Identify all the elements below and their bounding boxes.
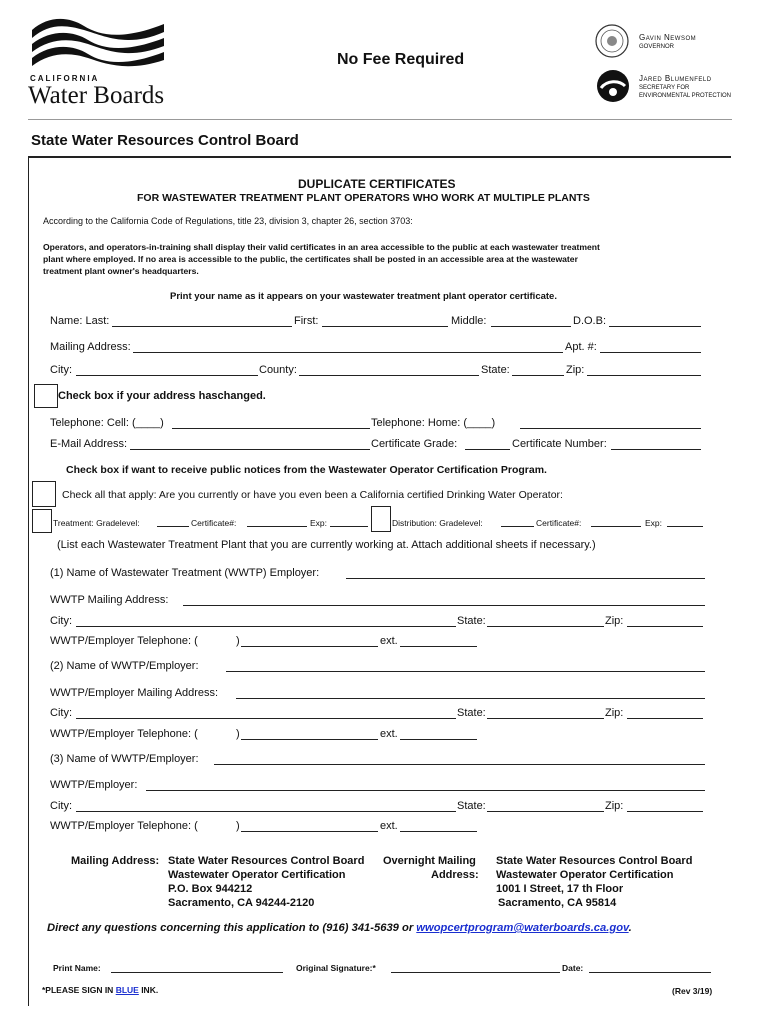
questions-text: Direct any questions concerning this application to (916) 341-5639 or — [47, 922, 417, 934]
zip-field[interactable] — [587, 375, 701, 376]
plant2-zip-field[interactable] — [627, 718, 703, 719]
certificate-number-label: Certificate Number: — [512, 438, 607, 450]
state-label: State: — [481, 364, 510, 376]
plant1-employer-field[interactable] — [346, 578, 705, 579]
address-changed-checkbox[interactable] — [34, 384, 58, 408]
plant1-zip-label: Zip: — [605, 615, 624, 627]
plant2-state-label: State: — [457, 707, 486, 719]
operators-text-2: plant where employed. If no area is accessible to the public, the certificates shall be posted in an accessible area at the wastewater — [43, 254, 578, 264]
plant1-ext-label: ext. — [380, 635, 398, 647]
middle-name-label: Middle: — [451, 315, 487, 327]
distribution-exp-label: Exp: — [645, 518, 663, 528]
agency-title: State Water Resources Control Board — [31, 132, 299, 149]
plant2-city-label: City: — [50, 707, 72, 719]
questions-period: . — [628, 922, 632, 934]
plant3-ext-label: ext. — [380, 820, 398, 832]
plant1-zip-field[interactable] — [627, 626, 703, 627]
email-label: E-Mail Address: — [50, 438, 128, 450]
plant1-phone-field[interactable] — [241, 646, 378, 647]
dob-field[interactable] — [609, 326, 701, 327]
form-title: DUPLICATE CERTIFICATES — [298, 177, 456, 191]
treatment-grade-label: Treatment: Gradelevel: — [53, 518, 140, 528]
distribution-cert-field[interactable] — [591, 526, 641, 527]
treatment-cert-field[interactable] — [247, 526, 307, 527]
signature-field[interactable] — [391, 972, 560, 973]
overnight-line-3: 1001 I Street, 17 th Floor — [496, 883, 624, 895]
signature-label: Original Signature:* — [296, 963, 376, 973]
overnight-line-2: Wastewater Operator Certification — [496, 869, 674, 881]
secretary-name: Jared Blumenfeld — [639, 74, 712, 83]
plant1-state-field[interactable] — [487, 626, 604, 627]
treatment-cert-label: Certificate#: — [191, 518, 237, 528]
first-name-field[interactable] — [322, 326, 448, 327]
operators-text-1: Operators, and operators-in-training shall display their valid certificates in an area accessible to the public at each wastewater treatment — [43, 242, 600, 252]
plant3-phone-field[interactable] — [241, 831, 378, 832]
plant2-state-field[interactable] — [487, 718, 604, 719]
plant3-mailing-label: WWTP/Employer: — [50, 779, 138, 791]
print-name-field[interactable] — [111, 972, 283, 973]
form-subtitle: FOR WASTEWATER TREATMENT PLANT OPERATORS WHO WORK AT MULTIPLE PLANTS — [137, 192, 590, 204]
state-seal-icon — [595, 24, 629, 58]
mailing-address-label: Mailing Address: — [50, 341, 131, 353]
cell-phone-field[interactable] — [172, 428, 370, 429]
plant1-mailing-label: WWTP Mailing Address: — [50, 594, 169, 606]
plant2-phone-close: ) — [236, 728, 240, 740]
plant1-mailing-field[interactable] — [183, 605, 705, 606]
sign-note-pre: *PLEASE SIGN IN — [42, 985, 116, 995]
plant2-employer-label: (2) Name of WWTP/Employer: — [50, 660, 199, 672]
county-label: County: — [259, 364, 297, 376]
sign-note-post: INK. — [138, 985, 159, 995]
overnight-line-1: State Water Resources Control Board — [496, 855, 693, 867]
distribution-checkbox[interactable] — [371, 506, 391, 532]
plant3-mailing-field[interactable] — [146, 790, 705, 791]
distribution-cert-label: Certificate#: — [536, 518, 582, 528]
plant3-city-label: City: — [50, 800, 72, 812]
calepa-logo-icon — [595, 68, 631, 104]
plant2-mailing-field[interactable] — [236, 698, 705, 699]
plant3-state-label: State: — [457, 800, 486, 812]
name-last-label: Name: Last: — [50, 315, 110, 327]
treatment-grade-field[interactable] — [157, 526, 189, 527]
secretary-title-2: ENVIRONMENTAL PROTECTION — [639, 93, 732, 99]
revision-label: (Rev 3/19) — [672, 986, 713, 996]
county-field[interactable] — [299, 375, 479, 376]
waves-icon — [28, 18, 168, 70]
treatment-exp-field[interactable] — [330, 526, 368, 527]
middle-name-field[interactable] — [491, 326, 571, 327]
plant1-ext-field[interactable] — [400, 646, 477, 647]
plant1-phone-close: ) — [236, 635, 240, 647]
logo-small-text: CALIFORNIA — [30, 74, 100, 83]
print-name-note: Print your name as it appears on your wastewater treatment plant operator certificate. — [170, 291, 557, 302]
apt-label: Apt. #: — [565, 341, 597, 353]
sign-note-blue: BLUE — [115, 985, 139, 995]
plant3-phone-label: WWTP/Employer Telephone: ( — [50, 820, 198, 832]
distribution-grade-label: Distribution: Gradelevel: — [392, 518, 483, 528]
first-name-label: First: — [294, 315, 319, 327]
treatment-checkbox[interactable] — [32, 509, 52, 533]
plant1-phone-label: WWTP/Employer Telephone: ( — [50, 635, 198, 647]
no-fee-heading: No Fee Required — [337, 51, 465, 68]
date-label: Date: — [562, 963, 584, 973]
overnight-line-4: Sacramento, CA 95814 — [498, 897, 617, 909]
plant3-employer-field[interactable] — [214, 764, 705, 765]
city-label: City: — [50, 364, 72, 376]
state-field[interactable] — [512, 375, 564, 376]
distribution-grade-field[interactable] — [501, 526, 534, 527]
plant3-city-field[interactable] — [76, 811, 456, 812]
email-field[interactable] — [130, 449, 370, 450]
plant2-employer-field[interactable] — [226, 671, 705, 672]
governor-name: Gavin Newsom — [639, 33, 697, 42]
operators-text-3: treatment plant owner's headquarters. — [43, 266, 199, 276]
questions-email-link[interactable]: wwopcertprogram@waterboards.ca.gov — [416, 922, 629, 934]
treatment-exp-label: Exp: — [310, 518, 328, 528]
plant2-ext-field[interactable] — [400, 739, 477, 740]
telephone-cell-label: Telephone: Cell: (____) — [50, 417, 164, 429]
last-name-field[interactable] — [112, 326, 292, 327]
plant1-city-label: City: — [50, 615, 72, 627]
plant3-zip-label: Zip: — [605, 800, 624, 812]
plant1-state-label: State: — [457, 615, 486, 627]
plant3-ext-field[interactable] — [400, 831, 477, 832]
regulation-text: According to the California Code of Regulations, title 23, division 3, chapter 26, section 3703: — [43, 216, 413, 226]
plant2-phone-label: WWTP/Employer Telephone: ( — [50, 728, 198, 740]
header-divider — [28, 119, 732, 120]
overnight-heading-1: Overnight Mailing — [383, 855, 476, 867]
distribution-exp-field[interactable] — [667, 526, 703, 527]
city-field[interactable] — [76, 375, 258, 376]
date-field[interactable] — [589, 972, 711, 973]
mailing-line-2: Wastewater Operator Certification — [168, 869, 346, 881]
plant3-state-field[interactable] — [487, 811, 604, 812]
plant2-phone-field[interactable] — [241, 739, 378, 740]
mailing-line-4: Sacramento, CA 94244-2120 — [168, 897, 315, 909]
address-changed-label: Check box if your address haschanged. — [58, 390, 266, 402]
plant1-city-field[interactable] — [76, 626, 456, 627]
plant2-city-field[interactable] — [76, 718, 456, 719]
drinking-water-checkbox[interactable] — [32, 481, 56, 507]
overnight-heading-2: Address: — [431, 869, 479, 881]
plant2-mailing-label: WWTP/Employer Mailing Address: — [50, 687, 219, 699]
mailing-address-field[interactable] — [133, 352, 563, 353]
public-notices-label: Check box if want to receive public notices from the Wastewater Operator Certification Program. — [66, 464, 547, 476]
mailing-line-1: State Water Resources Control Board — [168, 855, 365, 867]
sign-blue-note — [42, 984, 158, 997]
questions-line — [47, 922, 632, 935]
logo-big-text: Water Boards — [28, 82, 165, 109]
certificate-grade-field[interactable] — [465, 449, 510, 450]
list-plants-note: (List each Wastewater Treatment Plant that you are currently working at. Attach additional sheets if necessary.) — [57, 539, 596, 551]
certificate-grade-label: Certificate Grade: — [371, 438, 458, 450]
print-name-label: Print Name: — [53, 963, 101, 973]
plant3-zip-field[interactable] — [627, 811, 703, 812]
plant3-employer-label: (3) Name of WWTP/Employer: — [50, 753, 199, 765]
mailing-line-3: P.O. Box 944212 — [168, 883, 253, 895]
plant2-zip-label: Zip: — [605, 707, 624, 719]
telephone-home-label: Telephone: Home: (____) — [371, 417, 496, 429]
plant1-employer-label: (1) Name of Wastewater Treatment (WWTP) Employer: — [50, 567, 320, 579]
dob-label: D.O.B: — [573, 315, 607, 327]
plant3-phone-close: ) — [236, 820, 240, 832]
certificate-number-field[interactable] — [611, 449, 701, 450]
zip-label: Zip: — [566, 364, 585, 376]
mailing-address-heading: Mailing Address: — [71, 855, 160, 867]
secretary-title-1: SECRETARY FOR — [639, 85, 690, 91]
water-boards-logo — [28, 18, 178, 110]
home-phone-field[interactable] — [520, 428, 701, 429]
plant2-ext-label: ext. — [380, 728, 398, 740]
apt-field[interactable] — [600, 352, 701, 353]
check-all-label: Check all that apply: Are you currently or have you even been a California certified Drinking Water Operator: — [62, 489, 563, 501]
governor-title: GOVERNOR — [639, 44, 675, 50]
